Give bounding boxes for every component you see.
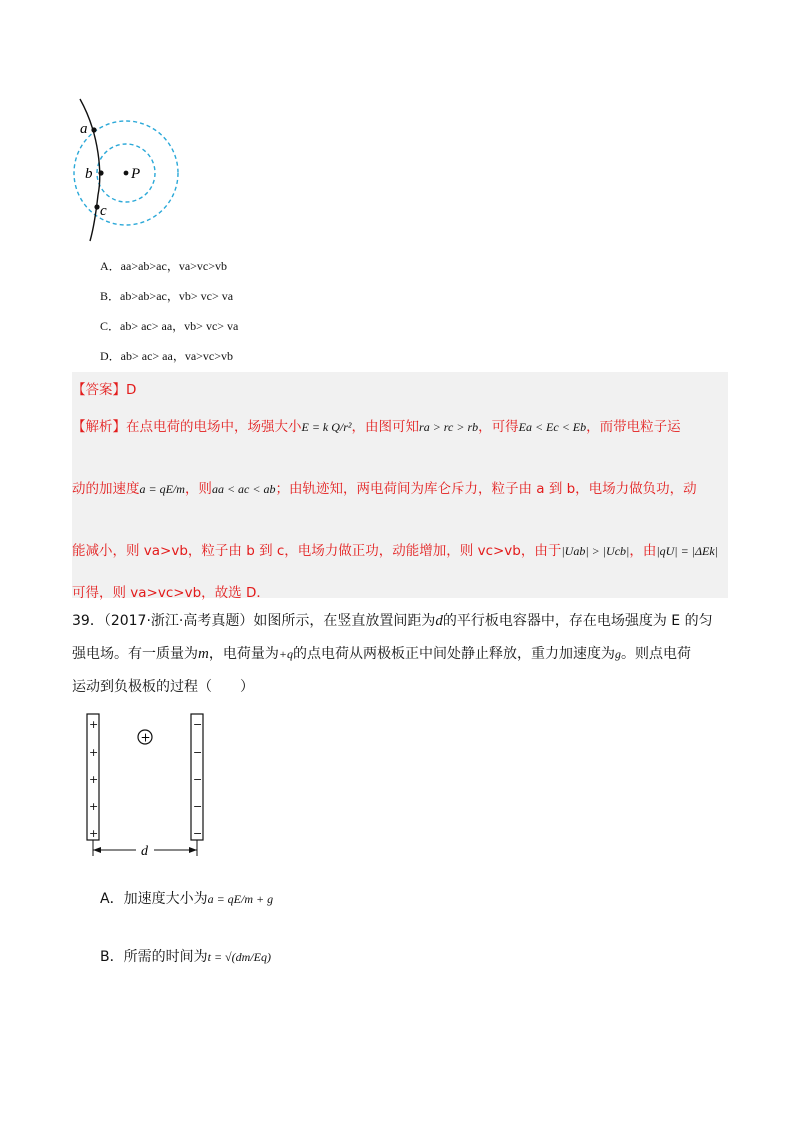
option-d: D．ab> ac> aa，va>vc>vb (100, 349, 234, 363)
analysis-text: 可得，则 va>vc>vb，故选 D． (72, 585, 270, 601)
option-39-a (100, 888, 273, 908)
analysis-line-1 (72, 415, 681, 435)
answer-value: D (126, 382, 137, 398)
analysis-line-2 (72, 477, 697, 497)
analysis-text: ，则 (184, 481, 212, 497)
answer-label: 【答案】 (72, 382, 126, 398)
analysis-text: ，而带电粒子运 (586, 419, 681, 435)
analysis-line-3 (72, 539, 718, 559)
question-text: 39．（2017·浙江·高考真题）如图所示，在竖直放置间距为 (72, 613, 436, 629)
plus-sign: + (89, 800, 99, 813)
label-b: b (85, 166, 93, 182)
point-c (94, 204, 99, 209)
formula-r-compare: ra > rc > rb (419, 420, 479, 434)
point-charge-sign: + (140, 730, 151, 745)
analysis-text: ，由 (629, 543, 657, 559)
analysis-text: 能减小，则 va>vb，粒子由 b 到 c，电场力做正功，动能增加，则 vc>vb，由于 (72, 543, 562, 559)
label-a: a (80, 121, 88, 137)
analysis-text: ，可得 (478, 419, 519, 435)
label-d: d (141, 844, 148, 859)
formula-qu: |qU| = |ΔEk| (656, 544, 718, 558)
question-39-line-2 (72, 643, 691, 663)
label-c: c (100, 203, 107, 219)
formula-option-a: a = qE/m + g (207, 892, 274, 906)
question-text: 强电场。有一质量为 (72, 646, 198, 662)
option-c: C．ab> ac> aa，vb> vc> va (100, 319, 239, 333)
option-b: B．ab>ab>ac，vb> vc> va (100, 289, 234, 303)
analysis-text: ，由图可知 (351, 419, 420, 435)
figure-trajectory (60, 95, 190, 245)
var-g: g (614, 647, 621, 661)
formula-option-b: t = √(dm/Eq) (207, 950, 271, 964)
arrow-left (93, 847, 101, 853)
point-a (91, 127, 96, 132)
minus-sign: − (193, 827, 203, 840)
option-a: A．aa>ab>ac，va>vc>vb (100, 259, 228, 273)
minus-sign: − (193, 773, 203, 786)
var-m: m (198, 646, 209, 662)
plus-sign: + (89, 827, 99, 840)
figure-capacitor (80, 710, 220, 860)
formula-e-field: E = k Q/r² (301, 420, 352, 434)
question-39-line-3 (72, 676, 254, 696)
question-text: 。则点电荷 (620, 646, 691, 662)
option-39-b (100, 946, 271, 966)
analysis-text: ；由轨迹知，两电荷间为库仑斥力，粒子由 a 到 b，电场力做负功，动 (275, 481, 697, 497)
plus-sign: + (89, 718, 99, 731)
var-d: d (435, 613, 443, 629)
option-text: A．加速度大小为 (100, 891, 208, 907)
option-text: B．所需的时间为 (100, 949, 208, 965)
analysis-line-4 (72, 581, 270, 601)
question-text: 运动到负极板的过程（ ） (72, 679, 254, 695)
question-text: ，电荷量为 (208, 646, 279, 662)
minus-sign: − (193, 718, 203, 731)
analysis-text: 在点电荷的电场中，场强大小 (126, 419, 302, 435)
minus-sign: − (193, 800, 203, 813)
analysis-text: 动的加速度 (72, 481, 140, 497)
plus-sign: + (89, 773, 99, 786)
var-q: +q (278, 647, 293, 661)
point-p (124, 171, 129, 176)
minus-sign: − (193, 746, 203, 759)
plus-sign: + (89, 746, 99, 759)
question-text: 的点电荷从两极板正中间处静止释放，重力加速度为 (292, 646, 615, 662)
formula-e-compare: Ea < Ec < Eb (518, 420, 587, 434)
question-text: 的平行板电容器中，存在电场强度为 E 的匀 (442, 613, 713, 629)
question-39-line-1 (72, 610, 713, 630)
label-p: P (131, 166, 141, 182)
arrow-right (189, 847, 197, 853)
analysis-label: 【解析】 (72, 419, 126, 435)
answer-line (72, 378, 136, 398)
formula-a-compare: aa < ac < ab (211, 482, 276, 496)
point-b (98, 170, 103, 175)
formula-u-compare: |Uab| > |Ucb| (561, 544, 630, 558)
formula-acceleration: a = qE/m (139, 482, 185, 496)
